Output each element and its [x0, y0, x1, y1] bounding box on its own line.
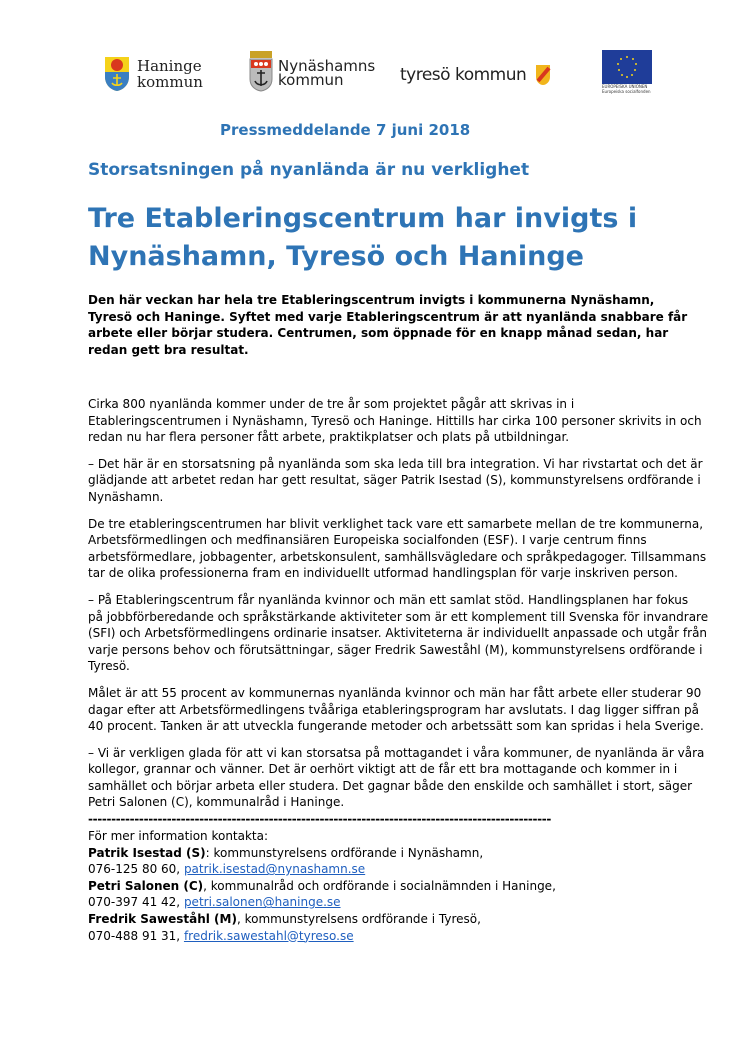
paragraph-line: Målet är att 55 procent av kommunernas nyanlända kvinnor och män har fått arbete eller studerar 90 — [88, 685, 702, 700]
contact-role: , kommunstyrelsens ordförande i Tyresö, — [236, 911, 481, 926]
contact-person — [88, 911, 556, 928]
lead-line: arbete eller börjar studera. Centrumen, som öppnade för en knapp månad sedan, har — [88, 326, 669, 341]
body-paragraph — [88, 592, 708, 675]
logo-bar — [0, 50, 746, 100]
body-paragraph — [88, 396, 708, 446]
contact-name: Fredrik Saweståhl (M) — [88, 911, 237, 926]
contact-role: , kommunalråd och ordförande i socialnämnden i Haninge, — [203, 878, 556, 893]
lead-line: redan gett bra resultat. — [88, 342, 249, 357]
nynashamn-logo — [249, 50, 375, 92]
paragraph-line: samhället och börjar arbeta eller studera. Det gagnar både den enskilde och samhället i stort, säger — [88, 778, 693, 793]
contact-phone: 076-125 80 60, — [88, 862, 184, 877]
lead-line: Tyresö och Haninge. Syftet med varje Etableringscentrum är att nyanlända snabbare får — [88, 309, 688, 324]
haninge-coat-of-arms-icon — [104, 56, 130, 92]
paragraph-line: tar de olika professionerna fram en individuellt utformad handlingsplan för varje inskriven person. — [88, 566, 678, 581]
paragraph-line: Cirka 800 nyanlända kommer under de tre år som projektet pågår att skrivas in i — [88, 397, 575, 411]
body-paragraph — [88, 745, 708, 811]
tyreso-coat-of-arms-icon — [535, 64, 551, 86]
paragraph-line: på jobbförberedande och språkstärkande aktiviteter som är ett komplement till Svenska för invandrare — [88, 609, 709, 624]
paragraph-line: (SFI) och Arbetsförmedlingens ordinarie insatser. Aktiviteterna är individuellt anpassade och utgår från — [88, 626, 708, 641]
contact-details — [88, 894, 556, 911]
paragraph-line: De tre etableringscentrumen har blivit verklighet tack vare ett samarbete mellan de tre kommunerna, — [88, 516, 704, 531]
contact-phone: 070-488 91 31, — [88, 928, 184, 943]
paragraph-line: Arbetsförmedlingen och medfinansiären Europeiska socialfonden (ESF). I varje centrum finns — [88, 533, 647, 548]
body-text — [88, 396, 708, 821]
contact-details — [88, 861, 556, 878]
paragraph-line: – Vi är verkligen glada för att vi kan storsatsa på mottagandet i våra kommuner, de nyanlända är våra — [88, 745, 705, 760]
paragraph-line: dagar efter att Arbetsförmedlingens tvååriga etableringsprogram har avslutats. I dag ligger siffran på — [88, 702, 699, 717]
lead-line: Den här veckan har hela tre Etableringscentrum invigts i kommunerna Nynäshamn, — [88, 293, 655, 307]
paragraph-line: redan nu har flera personer fått arbete, praktikplatser och plats på utbildningar. — [88, 430, 570, 445]
contact-role: : kommunstyrelsens ordförande i Nynäshamn, — [205, 845, 484, 860]
tyreso-logo: tyresö kommun — [400, 64, 551, 86]
nynashamn-logo-text: Nynäshamns kommun — [278, 57, 376, 89]
divider: ---------------------------------------------------------------------------------------------------- — [88, 812, 552, 826]
press-release-date: Pressmeddelande 7 juni 2018 — [220, 121, 471, 139]
haninge-logo-text: Haninge kommun — [137, 57, 203, 91]
contact-person — [88, 845, 556, 862]
paragraph-line: Etableringscentrumen i Nynäshamn, Tyresö och Haninge. Hittills har cirka 100 personer skrivits in och — [88, 413, 702, 428]
paragraph-line: varje persons behov och förutsättningar, säger Fredrik Saweståhl (M), kommunstyrelsens ordförande i — [88, 642, 703, 657]
contact-name: Petri Salonen (C) — [88, 878, 204, 893]
contact-section — [88, 828, 556, 944]
eu-logo-text: EUROPEISKA UNIONEN Europeiska socialfonden — [602, 84, 651, 94]
contact-intro: För mer information kontakta: — [88, 829, 269, 843]
nynashamn-coat-of-arms-icon — [249, 50, 273, 92]
body-paragraph — [88, 685, 708, 735]
contact-email-link[interactable]: fredrik.sawestahl@tyreso.se — [183, 928, 354, 943]
contact-email-link[interactable]: patrik.isestad@nynashamn.se — [183, 862, 366, 877]
paragraph-line: Petri Salonen (C), kommunalråd i Haninge. — [88, 795, 345, 810]
paragraph-line: Tyresö. — [88, 659, 130, 674]
eu-logo — [602, 50, 652, 94]
contact-person — [88, 878, 556, 895]
contact-phone: 070-397 41 42, — [88, 895, 184, 910]
haninge-logo — [104, 56, 203, 92]
page-title: Tre Etableringscentrum har invigts i Nynäshamn, Tyresö och Haninge — [88, 203, 638, 272]
body-paragraph — [88, 516, 708, 582]
paragraph-line: – Det här är en storsatsning på nyanlända som ska leda till bra integration. Vi har rivstartat och det är — [88, 456, 703, 471]
lead-paragraph — [88, 292, 687, 358]
paragraph-line: – På Etableringscentrum får nyanlända kvinnor och män ett samlat stöd. Handlingsplanen har fokus — [88, 592, 689, 607]
paragraph-line: arbetsförmedlare, jobbagenter, arbetskonsulent, samhällsvägledare och språkpedagoger. Tillsammans — [88, 549, 707, 564]
contact-details — [88, 928, 556, 945]
contact-name: Patrik Isestad (S) — [88, 845, 206, 860]
body-paragraph — [88, 456, 708, 506]
eu-flag-icon — [602, 50, 652, 84]
subtitle: Storsatsningen på nyanlända är nu verklighet — [88, 160, 530, 180]
paragraph-line: glädjande att arbetet redan har gett resultat, säger Patrik Isestad (S), kommunstyrelsens ordförande i — [88, 473, 701, 488]
paragraph-line: 40 procent. Tanken är att utveckla fungerande metoder och arbetssätt som kan spridas i hela Sverige. — [88, 719, 704, 734]
paragraph-line: kollegor, grannar och vänner. Det är oerhört viktigt att de får ett bra mottagande och kommer in i — [88, 762, 678, 777]
contact-email-link[interactable]: petri.salonen@haninge.se — [183, 895, 341, 910]
paragraph-line: Nynäshamn. — [88, 489, 164, 504]
